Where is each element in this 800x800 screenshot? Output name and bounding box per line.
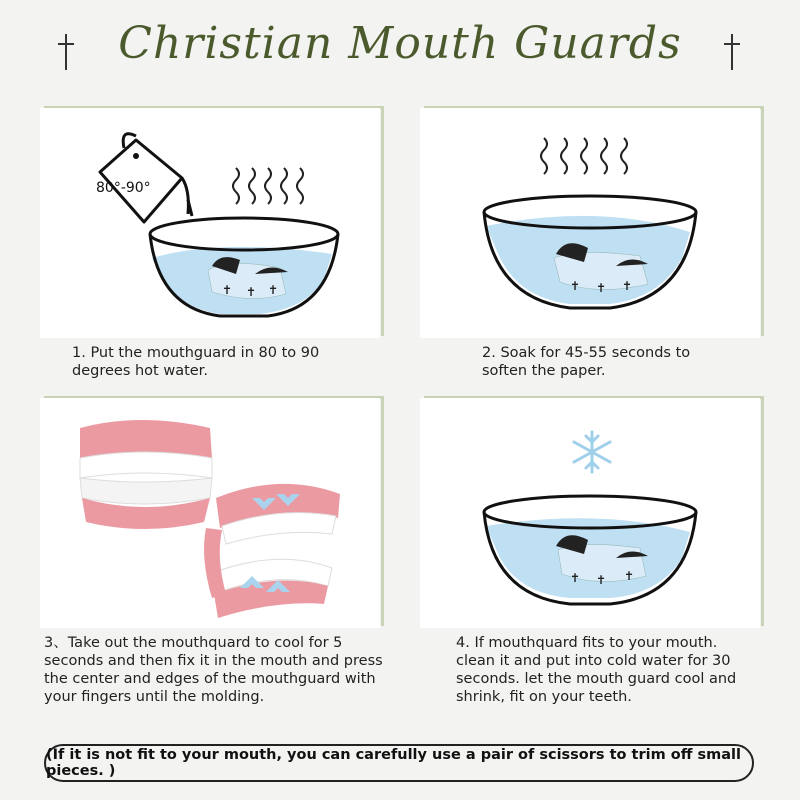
step-3-panel	[40, 398, 380, 628]
step-1-illustration	[40, 108, 380, 338]
footer-note-text: (If it is not fit to your mouth, you can carefully use a pair of scissors to trim off small pieces. )	[46, 747, 741, 779]
svg-text:✝: ✝	[622, 279, 633, 293]
step-4-panel	[420, 398, 760, 628]
svg-text:✝: ✝	[596, 281, 607, 295]
step-3-caption: 3、Take out the mouthquard to cool for 5 seconds and then fix it in the mouth and press the center and edges of the mouthguard with your fingers until the molding.	[44, 635, 383, 705]
svg-text:✝: ✝	[624, 569, 635, 583]
step-2-caption: 2. Soak for 45-55 seconds to soften the paper.	[482, 345, 691, 379]
svg-text:✝: ✝	[268, 283, 279, 297]
snowflake-icon	[574, 432, 610, 472]
step-2-illustration	[420, 108, 760, 338]
svg-text:✝: ✝	[570, 571, 581, 585]
footer-note	[44, 744, 754, 782]
step-4-illustration	[420, 398, 760, 628]
svg-text:✝: ✝	[596, 573, 607, 587]
step-4-caption: 4. If mouthquard fits to your mouth. clean it and put into cold water for 30 seconds. let the mouth guard cool and shrink, fit on your teeth.	[456, 635, 737, 705]
step-1-panel	[40, 108, 380, 338]
step-2-panel	[420, 108, 760, 338]
step-1-caption: 1. Put the mouthguard in 80 to 90 degrees hot water.	[72, 345, 320, 379]
page-title: Christian Mouth Guards	[118, 18, 682, 69]
cross-icon	[722, 34, 742, 70]
header	[0, 0, 800, 100]
svg-text:✝: ✝	[570, 279, 581, 293]
temperature-label: 80°-90°	[96, 180, 151, 196]
svg-text:✝: ✝	[222, 283, 233, 297]
svg-text:✝: ✝	[246, 285, 257, 299]
dentures-illustration	[40, 398, 380, 628]
